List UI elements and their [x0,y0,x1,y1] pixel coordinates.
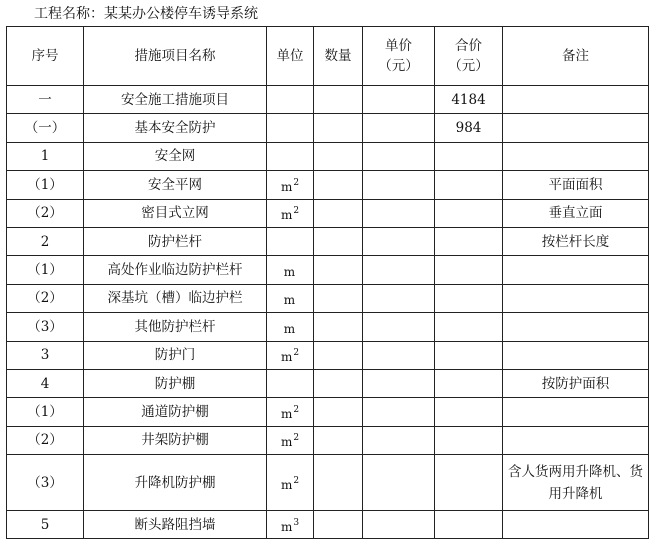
cell-qty [314,284,363,312]
cell-total [435,171,503,199]
cell-unit [267,114,314,142]
cell-unit [267,455,314,511]
header-qty: 数量 [314,27,363,86]
cell-qty [314,455,363,511]
cell-total [435,313,503,341]
unit-base: m [283,265,296,280]
cell-qty [314,171,363,199]
cell-total [435,341,503,369]
cell-total [435,369,503,397]
unit-superscript: 2 [293,206,300,217]
cell-no: （3） [7,313,84,341]
cell-note [503,426,649,454]
cell-name: 防护棚 [84,369,267,397]
table-row [7,426,649,454]
cell-unit [267,284,314,312]
cell-unit [267,142,314,170]
cell-no: （2） [7,284,84,312]
cell-total [435,142,503,170]
header-row [7,27,649,86]
cell-note [503,284,649,312]
header-price-line2: （元） [378,58,419,74]
cell-price [363,284,435,312]
cell-total [435,426,503,454]
cell-name: 安全施工措施项目 [84,86,267,114]
cell-price [363,341,435,369]
cell-no: （3） [7,455,84,511]
cell-note [503,313,649,341]
cell-note: 按栏杆长度 [503,227,649,255]
unit-base: m [283,293,296,308]
cell-name: 通道防护棚 [84,398,267,426]
cell-note [503,398,649,426]
cell-name: 密目式立网 [84,199,267,227]
table-row [7,114,649,142]
cell-note [503,341,649,369]
cell-price [363,369,435,397]
unit-base: m [280,208,293,223]
cell-name: 高处作业临边防护栏杆 [84,256,267,284]
cell-total: 4184 [435,86,503,114]
cell-note [503,142,649,170]
cell-name: 升降机防护棚 [84,455,267,511]
cell-price [363,455,435,511]
cell-qty [314,114,363,142]
cell-note: 按防护面积 [503,369,649,397]
cell-unit [267,86,314,114]
cell-unit [267,511,314,539]
table-row [7,398,649,426]
cell-price [363,227,435,255]
cell-unit [267,313,314,341]
cell-no: （一） [7,114,84,142]
cell-note [503,511,649,539]
cell-name: 安全平网 [84,171,267,199]
cell-qty [314,398,363,426]
unit-base: m [280,477,293,492]
header-no: 序号 [7,27,84,86]
cell-price [363,313,435,341]
header-total-line2: （元） [448,58,489,74]
unit-base: m [280,519,293,534]
unit-superscript: 2 [293,475,300,486]
cell-price [363,171,435,199]
cell-note: 垂直立面 [503,199,649,227]
table-row [7,455,649,511]
unit-base: m [280,406,293,421]
cell-note [503,114,649,142]
cell-no: （1） [7,398,84,426]
header-unit: 单位 [267,27,314,86]
cell-unit [267,199,314,227]
cell-name: 防护栏杆 [84,227,267,255]
table-row [7,171,649,199]
cell-qty [314,86,363,114]
cell-unit [267,256,314,284]
cell-name: 井架防护棚 [84,426,267,454]
cell-qty [314,426,363,454]
cell-price [363,398,435,426]
cell-qty [314,369,363,397]
cell-total [435,284,503,312]
cell-unit [267,341,314,369]
cell-total [435,256,503,284]
table-row [7,199,649,227]
cell-name: 深基坑（槽）临边护栏 [84,284,267,312]
cell-total: 984 [435,114,503,142]
table-row [7,256,649,284]
cell-name: 基本安全防护 [84,114,267,142]
cell-price [363,426,435,454]
cell-unit [267,369,314,397]
unit-base: m [280,350,293,365]
table-row [7,227,649,255]
cell-qty [314,142,363,170]
cell-no: （2） [7,199,84,227]
unit-superscript: 2 [293,348,300,359]
header-price [363,27,435,86]
table-row [7,142,649,170]
cell-total [435,227,503,255]
cell-name: 防护门 [84,341,267,369]
table-row [7,313,649,341]
cell-qty [314,256,363,284]
cell-qty [314,199,363,227]
cell-unit [267,426,314,454]
cell-price [363,256,435,284]
cell-no: （2） [7,426,84,454]
unit-base: m [280,435,293,450]
cell-name: 安全网 [84,142,267,170]
cell-no: 5 [7,511,84,539]
unit-superscript: 2 [293,404,300,415]
table-row [7,369,649,397]
cell-name: 其他防护栏杆 [84,313,267,341]
table-row [7,341,649,369]
table-row [7,511,649,539]
header-total-line1: 合价 [455,38,482,54]
cell-price [363,199,435,227]
cell-qty [314,341,363,369]
header-note: 备注 [503,27,649,86]
cell-qty [314,313,363,341]
cell-price [363,142,435,170]
cell-note [503,86,649,114]
cell-unit [267,227,314,255]
cell-total [435,455,503,511]
cell-name: 断头路阻挡墙 [84,511,267,539]
cell-no: （1） [7,171,84,199]
cell-note: 平面面积 [503,171,649,199]
measures-table [6,26,649,539]
cell-no: 一 [7,86,84,114]
header-total [435,27,503,86]
cell-qty [314,227,363,255]
cell-price [363,511,435,539]
cell-note: 含人货两用升降机、货用升降机 [503,455,649,511]
cell-note [503,256,649,284]
project-title: 工程名称：某某办公楼停车诱导系统 [34,6,258,22]
unit-superscript: 2 [293,177,300,188]
table-row [7,86,649,114]
cell-no: 4 [7,369,84,397]
cell-no: 2 [7,227,84,255]
unit-superscript: 3 [293,517,300,528]
cell-total [435,511,503,539]
cell-unit [267,171,314,199]
cell-no: 3 [7,341,84,369]
unit-base: m [283,321,296,336]
cell-unit [267,398,314,426]
unit-base: m [280,179,293,194]
cell-no: （1） [7,256,84,284]
header-name: 措施项目名称 [84,27,267,86]
header-price-line1: 单价 [385,38,412,54]
unit-superscript: 2 [293,433,300,444]
cell-total [435,199,503,227]
cell-qty [314,511,363,539]
cell-total [435,398,503,426]
table-row [7,284,649,312]
cell-no: 1 [7,142,84,170]
cell-price [363,86,435,114]
cell-price [363,114,435,142]
